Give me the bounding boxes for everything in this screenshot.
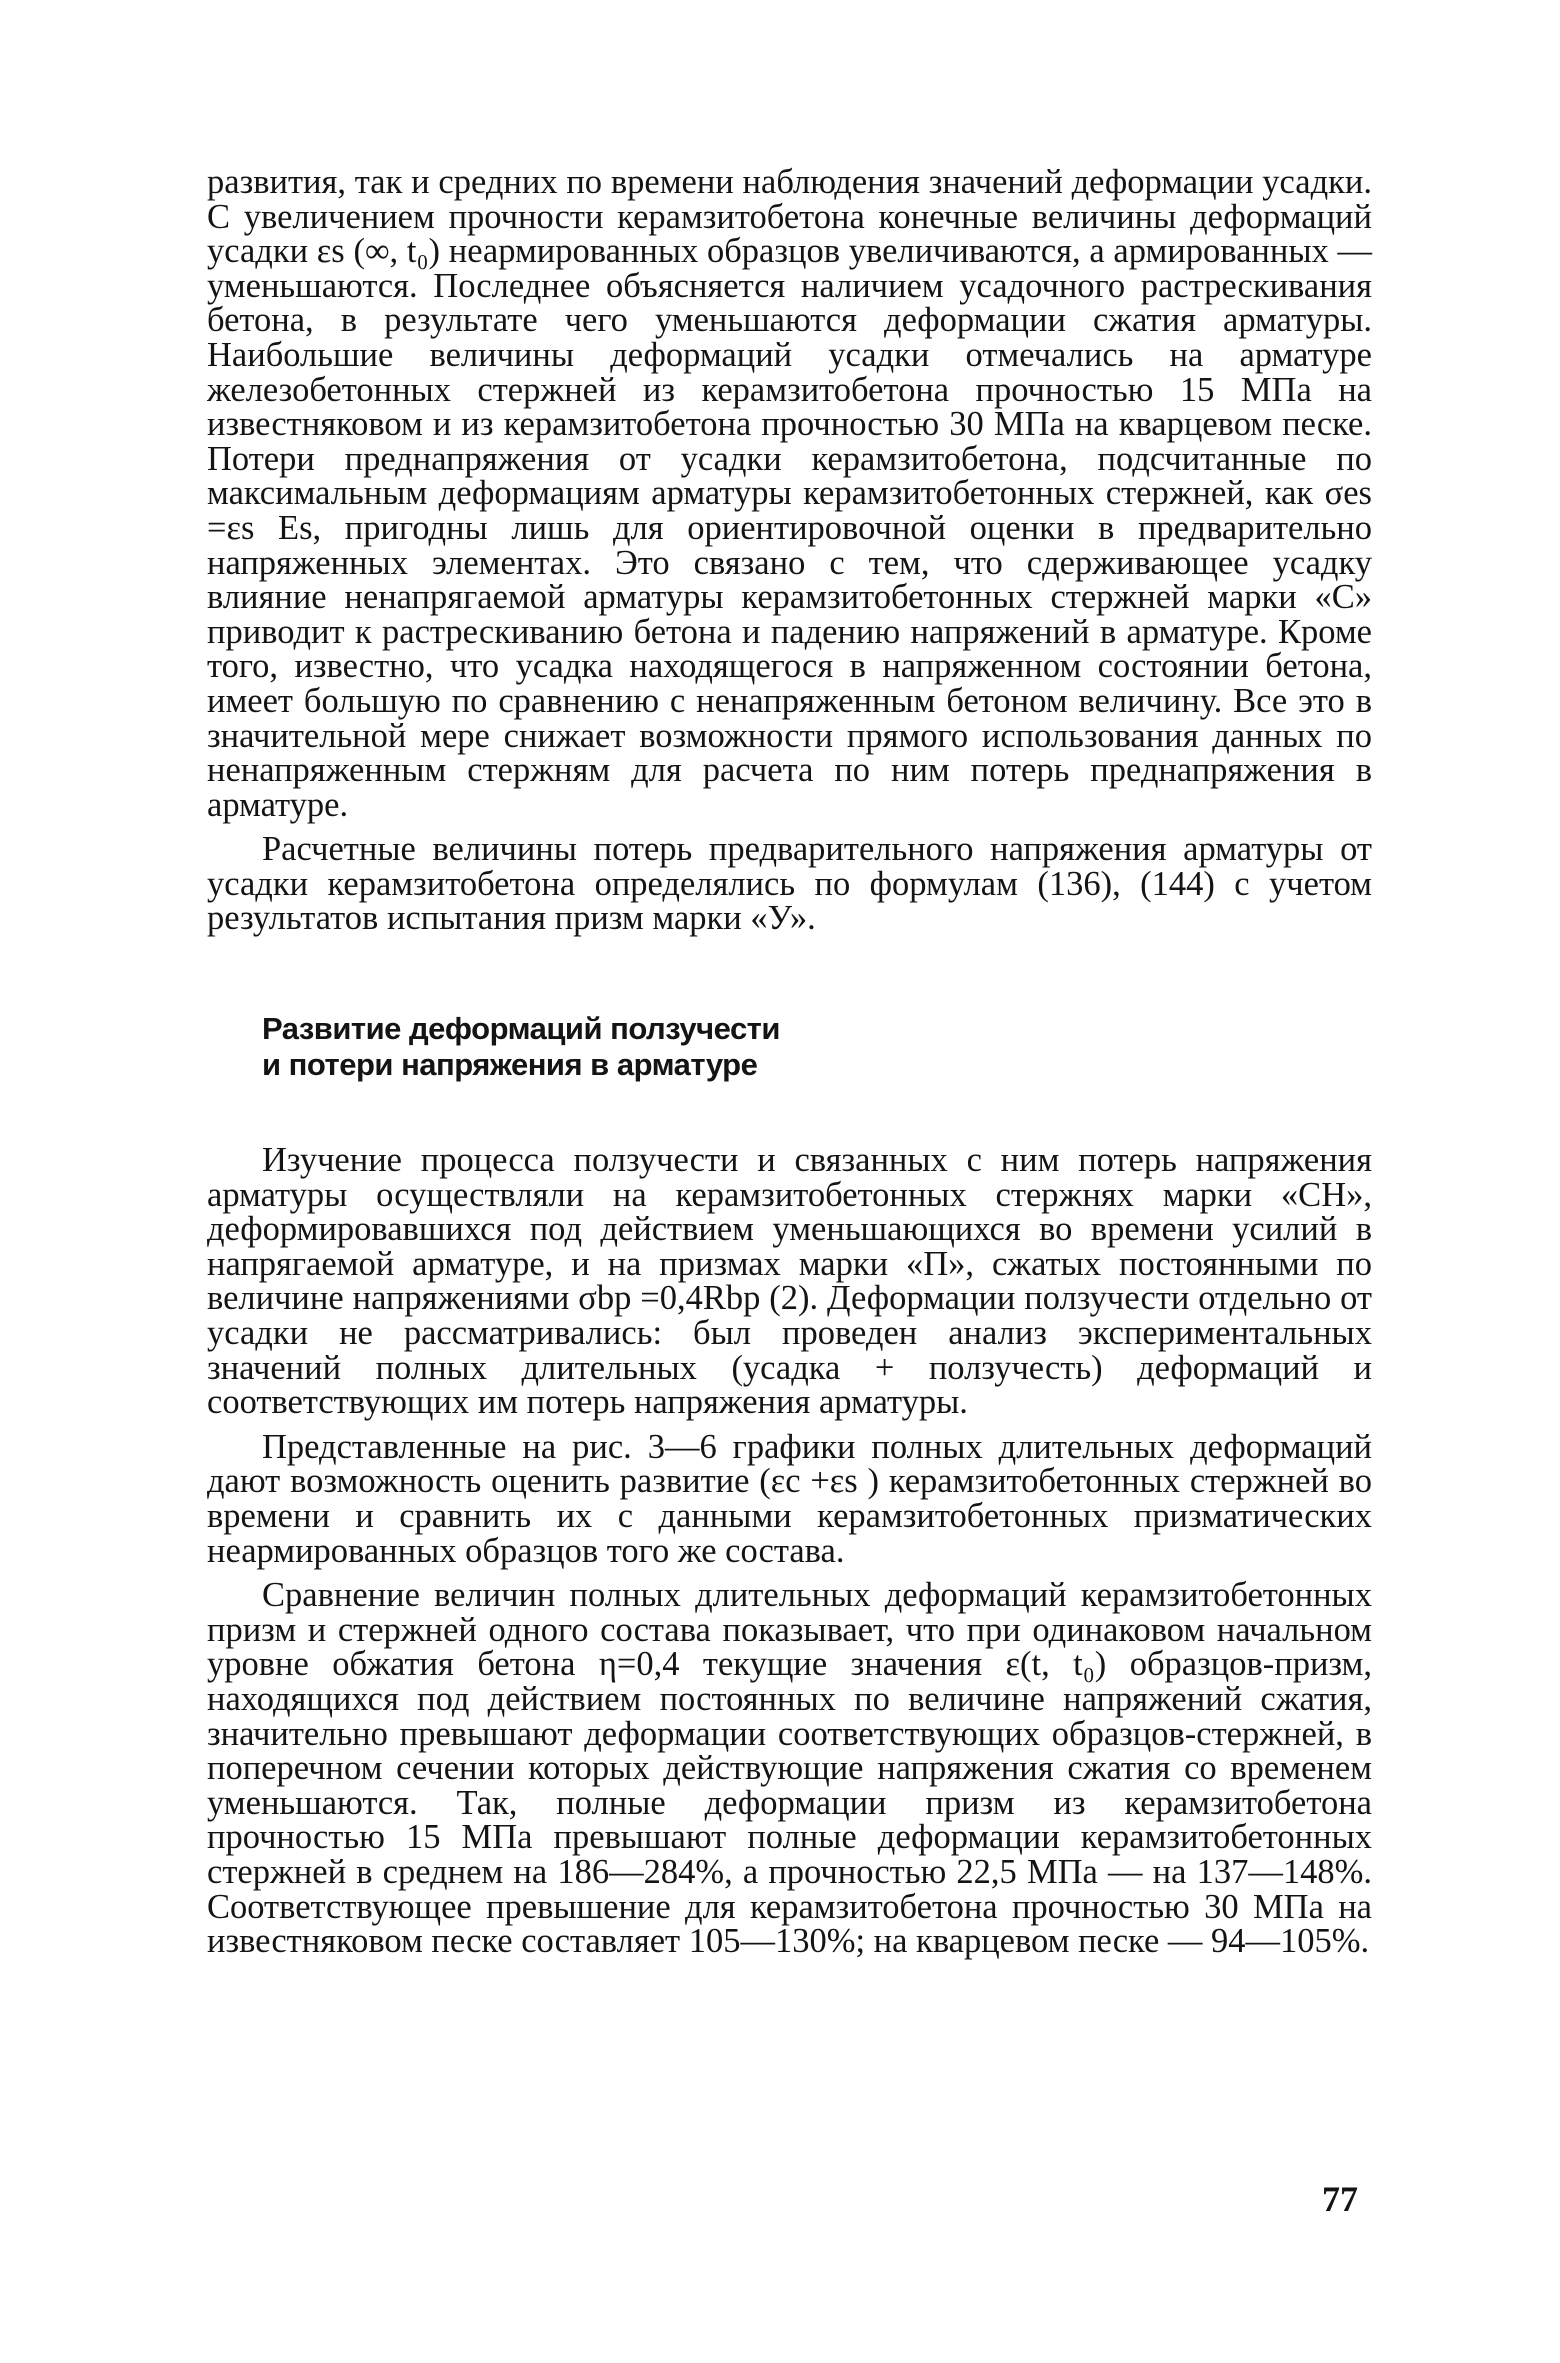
section-heading-line-2: и потери напряжения в арматуре [262,1047,758,1083]
paragraph-continued: развития, так и средних по времени наблюдения значений деформации усадки. С увеличением прочности керамзитобетона конечные величины деформаций усадки εs (∞, t₀) неармированных образцов увеличиваются, а армированных — уменьшаются. Последнее объясняется наличием усадочного растрескивания бетона, в результате чего уменьшаются деформации сжатия арматуры. Наибольшие величины деформаций усадки отмечались на арматуре железобетонных стержней из керамзитобетона прочностью 15 МПа на известняковом и из керамзитобетона прочностью 30 МПа на кварцевом песке. Потери преднапряжения от усадки керамзитобетона, подсчитанные по максимальным деформациям арматуры керамзитобетонных стержней, как σes =εs Es, пригодны лишь для ориентировочной оценки в предварительно напряженных элементах. Это связано с тем, что сдерживающее усадку влияние ненапрягаемой арматуры керамзитобетонных стержней марки «С» приводит к растрескиванию бетона и падению напряжений в арматуре. Кроме того, известно, что усадка находящегося в напряженном состоянии бетона, имеет большую по сравнению с ненапряженным бетоном величину. Все это в значительной мере снижает возможности прямого использования данных по ненапряженным стержням для расчета по ним потерь преднапряжения в арматуре. [207,163,1372,824]
document-page [207,165,1372,1959]
paragraph-figures: Представленные на рис. 3—6 графики полных длительных деформаций дают возможность оценить развитие (εc +εs ) керамзитобетонных стержней во времени и сравнить их с данными керамзитобетонных призматических неармированных образцов того же состава. [207,1427,1372,1570]
paragraph-creep-study: Изучение процесса ползучести и связанных с ним потерь напряжения арматуры осуществляли на керамзитобетонных стержнях марки «СН», деформировавшихся под действием уменьшающихся во времени усилий в напрягаемой арматуре, и на призмах марки «П», сжатых постоянными по величине напряжениями σbp =0,4Rbp (2). Деформации ползучести отдельно от усадки не рассматривались: был проведен анализ экспериментальных значений полных длительных (усадка + ползучесть) деформаций и соответствующих им потерь напряжения арматуры. [207,1141,1372,1422]
paragraph-calculation: Расчетные величины потерь предварительного напряжения арматуры от усадки керамзитобетона определялись по формулам (136), (144) с учетом результатов испытания призм марки «У». [207,830,1372,938]
section-heading [262,1011,1372,1083]
page-number: 77 [1322,2179,1358,2219]
paragraph-comparison: Сравнение величин полных длительных деформаций керамзитобетонных призм и стержней одного состава показывает, что при одинаковом начальном уровне обжатия бетона η=0,4 текущие значения ε(t, t₀) образцов-призм, находящихся под действием постоянных по величине напряжений сжатия, значительно превышают деформации соответствующих образцов-стержней, в поперечном сечении которых действующие напряжения сжатия со временем уменьшаются. Так, полные деформации призм из керамзитобетона прочностью 15 МПа превышают полные деформации керамзитобетонных стержней в среднем на 186—284%, а прочностью 22,5 МПа — на 137—148%. Соответствующее превышение для керамзитобетона прочностью 30 МПа на известняковом песке составляет 105—130%; на кварцевом песке — 94—105%. [207,1576,1372,1961]
section-heading-line-1: Развитие деформаций ползучести [262,1011,780,1047]
